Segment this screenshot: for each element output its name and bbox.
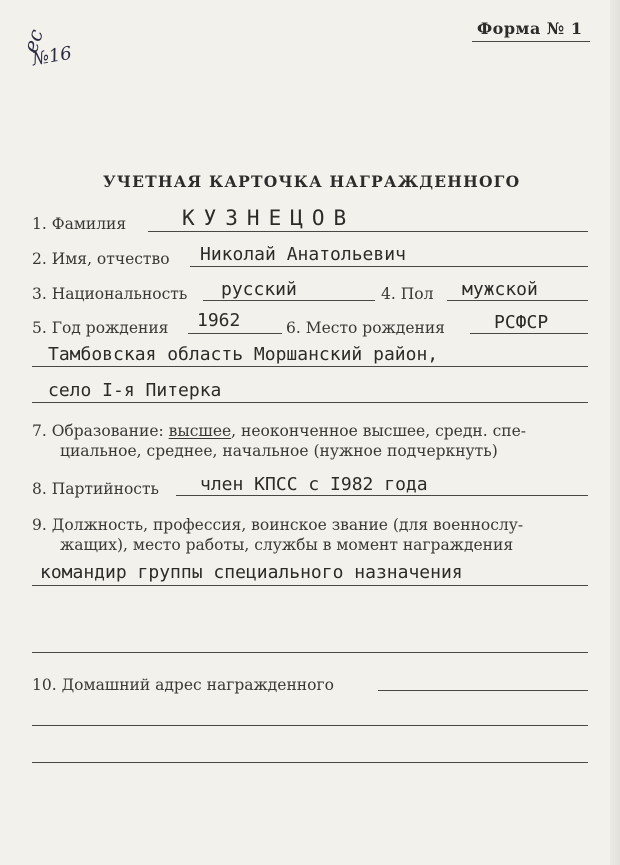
birthplace-value: РСФСР bbox=[494, 312, 549, 333]
education-line1 bbox=[32, 422, 526, 440]
position-line2: жащих), место работы, службы в момент награждения bbox=[60, 536, 514, 554]
handwritten-note-line1: ec bbox=[18, 26, 48, 56]
address-line2 bbox=[32, 725, 588, 726]
name-line bbox=[190, 266, 588, 267]
education-selected: высшее bbox=[168, 422, 232, 440]
position-value: командир группы специального назначения bbox=[40, 562, 463, 583]
address-line1 bbox=[378, 690, 588, 691]
birthplace-label: 6. Место рождения bbox=[286, 319, 445, 337]
surname-value: КУЗНЕЦОВ bbox=[182, 206, 356, 230]
birthplace-line2: Тамбовская область Моршанский район, bbox=[48, 344, 439, 365]
position-line1: 9. Должность, профессия, воинское звание (для военнослу- bbox=[32, 516, 524, 534]
form-number: Форма № 1 bbox=[477, 19, 583, 38]
birth-year-value: 1962 bbox=[197, 310, 241, 331]
form-number-underline bbox=[472, 41, 590, 42]
education-label: 7. Образование: bbox=[32, 422, 164, 440]
surname-label: 1. Фамилия bbox=[32, 215, 127, 233]
education-line2: циальное, среднее, начальное (нужное подчеркнуть) bbox=[60, 442, 498, 460]
sex-label: 4. Пол bbox=[381, 285, 434, 303]
birthplace-line2-rule bbox=[32, 366, 588, 367]
party-value: член КПСС с I982 года bbox=[200, 474, 428, 495]
education-options: , неоконченное высшее, средн. спе- bbox=[231, 422, 527, 440]
birth-year-label: 5. Год рождения bbox=[32, 319, 169, 337]
nationality-value: русский bbox=[221, 279, 297, 300]
sex-line bbox=[447, 300, 588, 301]
address-label: 10. Домашний адрес награжденного bbox=[32, 676, 334, 694]
position-line-extra bbox=[32, 652, 588, 653]
address-line3 bbox=[32, 762, 588, 763]
birth-year-line bbox=[188, 333, 282, 334]
position-line bbox=[32, 585, 588, 586]
surname-line bbox=[148, 231, 588, 232]
page-title: УЧЕТНАЯ КАРТОЧКА НАГРАЖДЕННОГО bbox=[103, 172, 521, 191]
name-value: Николай Анатольевич bbox=[200, 244, 406, 265]
nationality-line bbox=[203, 300, 375, 301]
handwritten-note-line2: №16 bbox=[30, 42, 74, 71]
name-label: 2. Имя, отчество bbox=[32, 250, 170, 268]
birthplace-line3-rule bbox=[32, 402, 588, 403]
party-line bbox=[176, 495, 588, 496]
nationality-label: 3. Национальность bbox=[32, 285, 188, 303]
birthplace-line3: село I-я Питерка bbox=[48, 380, 222, 401]
paper-edge bbox=[610, 0, 620, 865]
birthplace-line bbox=[470, 333, 588, 334]
sex-value: мужской bbox=[462, 279, 538, 300]
party-label: 8. Партийность bbox=[32, 480, 159, 498]
